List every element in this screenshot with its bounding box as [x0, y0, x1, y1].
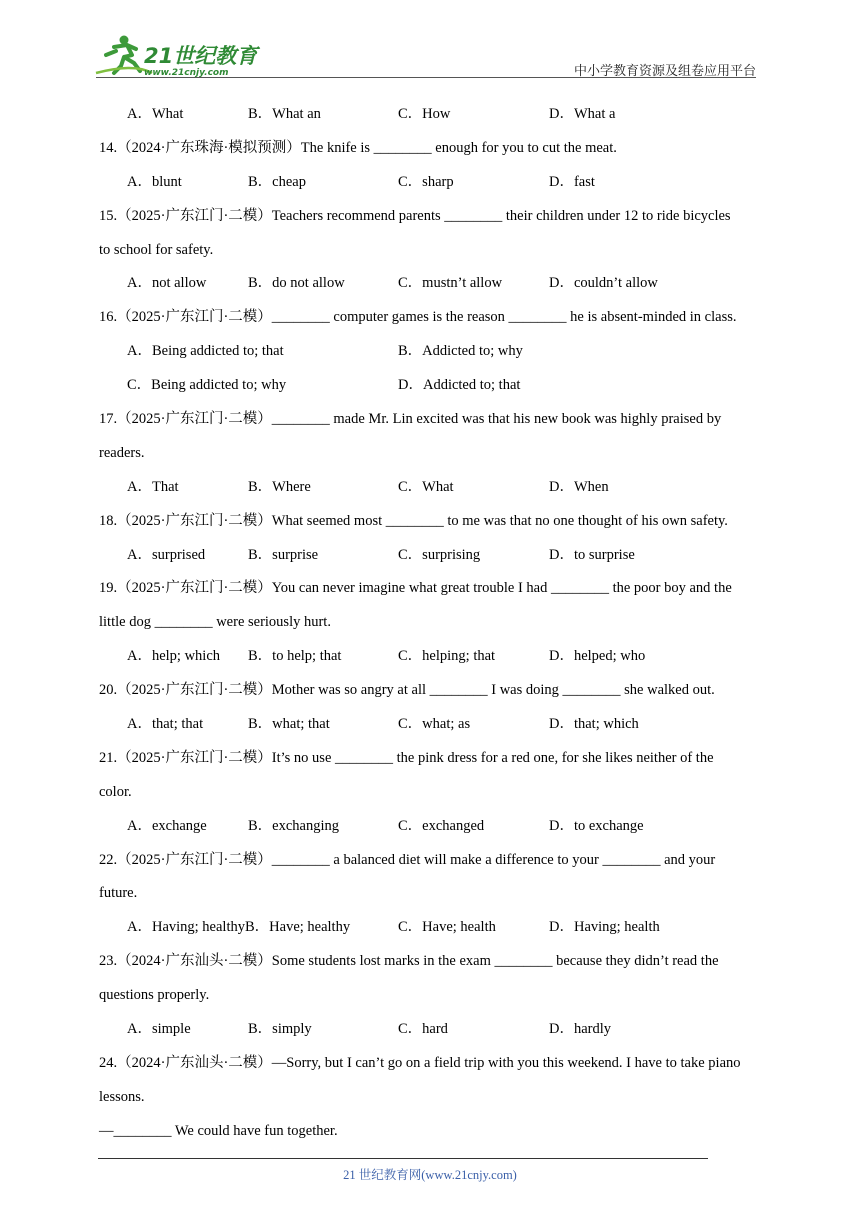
q16-option-c: C．Being addicted to; why: [127, 377, 287, 394]
q16-option-d: D．Addicted to; that: [398, 377, 521, 394]
q24-response: —________ We could have fun together.: [99, 1122, 338, 1139]
q20-option-b: B．what; that: [248, 716, 330, 733]
q19-option-c: C．helping; that: [398, 648, 496, 665]
q19-stem-cont: little dog ________ were seriously hurt.: [99, 614, 331, 631]
q19-stem: 19.（2025·广东江门·二模）You can never imagine what great trouble I had ________ the poor boy and the: [99, 580, 732, 597]
q17-option-a: A．That: [127, 478, 179, 495]
q23-stem-cont: questions properly.: [99, 987, 210, 1004]
q21-options: [99, 810, 764, 844]
q14-option-b: B．cheap: [248, 173, 306, 190]
q17-option-d: D．When: [549, 478, 609, 495]
q17-stem-cont: readers.: [99, 444, 145, 461]
q23-option-d: D．hardly: [549, 1021, 612, 1038]
q17-option-b: B．Where: [248, 478, 311, 495]
question-list: [99, 98, 764, 1149]
q21-option-a: A．exchange: [127, 817, 207, 834]
q23-options: [99, 1013, 764, 1047]
q19-option-d: D．helped; who: [549, 648, 646, 665]
q16-options-row1: [99, 335, 764, 369]
q23-stem: 23.（2024·广东汕头·二模）Some students lost marks in the exam ________ because they didn’t read the: [99, 953, 719, 970]
q14-option-d: D．fast: [549, 173, 595, 190]
q21-option-b: B．exchanging: [248, 817, 340, 834]
q19-option-a: A．help; which: [127, 648, 221, 665]
q17-options: [99, 471, 764, 505]
q21-stem: 21.（2025·广东江门·二模）It’s no use ________ the pink dress for a red one, for she likes neither of the: [99, 749, 714, 766]
q14-stem: 14.（2024·广东珠海·模拟预测）The knife is ________ enough for you to cut the meat.: [99, 139, 617, 156]
q14-options: [99, 166, 764, 200]
q20-option-d: D．that; which: [549, 716, 639, 733]
footer-text[interactable]: 21 世纪教育网(www.21cnjy.com): [343, 1168, 517, 1182]
q20-option-c: C．what; as: [398, 716, 471, 733]
header-divider: [96, 77, 756, 78]
q15-option-a: A．not allow: [127, 275, 207, 292]
q22-options: [99, 911, 764, 945]
q15-stem: 15.（2025·广东江门·二模）Teachers recommend parents ________ their children under 12 to ride bicycles: [99, 207, 731, 224]
q22-stem-cont: future.: [99, 885, 138, 902]
q18-stem: 18.（2025·广东江门·二模）What seemed most ________ to me was that no one thought of his own safety.: [99, 512, 728, 529]
q21-stem-cont: color.: [99, 783, 132, 800]
q13-option-a: A．What: [127, 106, 184, 122]
q18-option-d: D．to surprise: [549, 546, 635, 563]
q24-stem-cont: lessons.: [99, 1088, 145, 1105]
q18-option-b: B．surprise: [248, 546, 319, 563]
q16-option-a: A．Being addicted to; that: [127, 343, 284, 360]
q22-stem: 22.（2025·广东江门·二模）________ a balanced diet will make a difference to your ________ and your: [99, 851, 716, 868]
q18-option-c: C．surprising: [398, 546, 481, 563]
q13-option-d: D．What a: [549, 106, 616, 122]
q23-option-c: C．hard: [398, 1021, 448, 1038]
q18-option-a: A．surprised: [127, 546, 206, 563]
q21-option-c: C．exchanged: [398, 817, 485, 834]
platform-title: 中小学教育资源及组卷应用平台: [573, 63, 756, 78]
q19-options: [99, 640, 764, 674]
q18-options: [99, 539, 764, 573]
q17-stem: 17.（2025·广东江门·二模）________ made Mr. Lin excited was that his new book was highly praised by: [99, 411, 722, 428]
q13-options: [99, 98, 764, 132]
q13-option-b: B．What an: [248, 106, 321, 122]
q23-option-b: B．simply: [248, 1021, 312, 1038]
q22-option-c: C．Have; health: [398, 919, 496, 936]
q20-stem: 20.（2025·广东江门·二模）Mother was so angry at all ________ I was doing ________ she walked out.: [99, 682, 715, 699]
logo-url: www.21cnjy.com: [144, 68, 229, 78]
q19-option-b: B．to help; that: [248, 648, 342, 665]
q15-option-d: D．couldn’t allow: [549, 275, 658, 292]
q16-options-row2: [99, 369, 764, 403]
q23-option-a: A．simple: [127, 1021, 191, 1038]
q15-option-c: C．mustn’t allow: [398, 275, 503, 292]
site-logo: [94, 33, 264, 79]
q24-stem: 24.（2024·广东汕头·二模）—Sorry, but I can’t go on a field trip with you this weekend. I have to take piano: [99, 1054, 741, 1071]
q16-option-b: B．Addicted to; why: [398, 343, 523, 360]
logo-text: 21世纪教育: [144, 44, 258, 68]
q14-option-a: A．blunt: [127, 173, 182, 190]
q15-stem-cont: to school for safety.: [99, 241, 214, 258]
q15-options: [99, 267, 764, 301]
footer-divider: [98, 1158, 708, 1159]
q15-option-b: B．do not allow: [248, 275, 345, 292]
q14-option-c: C．sharp: [398, 173, 454, 190]
q16-stem: 16.（2025·广东江门·二模）________ computer games is the reason ________ he is absent-minded in class.: [99, 309, 737, 326]
q20-option-a: A．that; that: [127, 716, 204, 733]
q22-option-d: D．Having; health: [549, 919, 660, 936]
q22-option-a: A．Having; healthyB．Have; healthy: [127, 919, 351, 936]
q20-options: [99, 708, 764, 742]
q17-option-c: C．What: [398, 478, 454, 495]
q21-option-d: D．to exchange: [549, 817, 644, 834]
page-header: [0, 0, 860, 80]
q13-option-c: C．How: [398, 106, 451, 122]
